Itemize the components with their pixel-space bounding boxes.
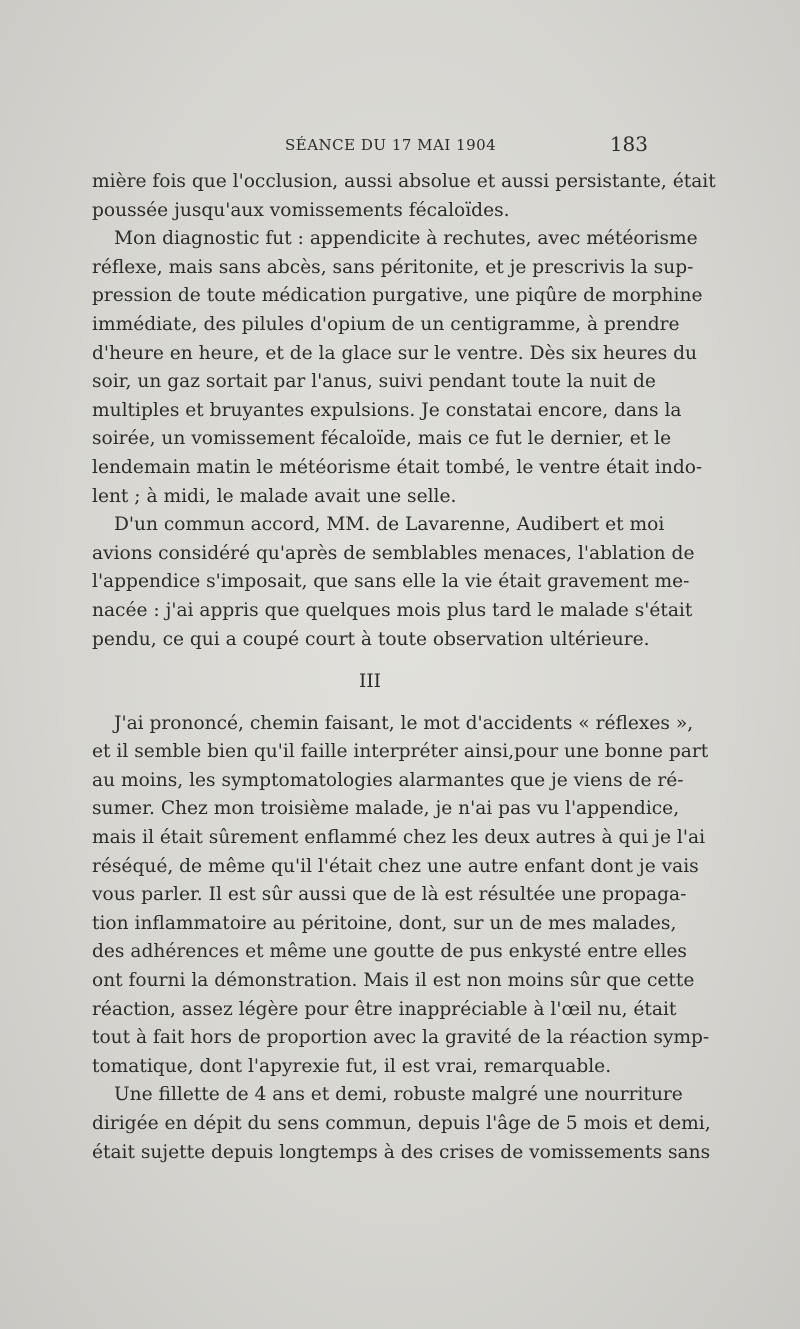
text-line: multiples et bruyantes expulsions. Je constatai encore, dans la (92, 399, 682, 421)
text-line: sumer. Chez mon troisième malade, je n'ai pas vu l'appendice, (92, 798, 680, 820)
page-number: 183 (609, 132, 648, 156)
text-line: nacée : j'ai appris que quelques mois plus tard le malade s'était (92, 599, 693, 621)
text-line: tout à fait hors de proportion avec la gravité de la réaction symp- (92, 1027, 710, 1049)
text-line: pression de toute médication purgative, une piqûre de morphine (92, 285, 703, 307)
text-line: réflexe, mais sans abcès, sans péritonite, et je prescrivis la sup- (92, 256, 694, 278)
text-line: soirée, un vomissement fécaloïde, mais ce fut le dernier, et le (92, 428, 672, 450)
text-line: avions considéré qu'après de semblables menaces, l'ablation de (92, 542, 695, 564)
body-text (92, 168, 716, 1167)
text-line: Mon diagnostic fut : appendicite à rechutes, avec météorisme (114, 228, 698, 250)
text-line: réséqué, de même qu'il l'était chez une autre enfant dont je vais (92, 855, 699, 877)
text-line: mière fois que l'occlusion, aussi absolue et aussi persistante, était (92, 171, 716, 192)
text-line: tion inflammatoire au péritoine, dont, sur un de mes malades, (92, 912, 677, 934)
text-line: lendemain matin le météorisme était tombé, le ventre était indo- (92, 456, 703, 478)
text-line: était sujette depuis longtemps à des crises de vomissements sans (92, 1141, 711, 1163)
text-line: Une fillette de 4 ans et demi, robuste malgré une nourriture (114, 1084, 683, 1106)
text-line: réaction, assez légère pour être inappréciable à l'œil nu, était (92, 998, 677, 1020)
text-line: lent ; à midi, le malade avait une selle. (92, 485, 457, 507)
running-title: SÉANCE DU 17 MAI 1904 (285, 136, 497, 154)
text-line: l'appendice s'imposait, que sans elle la vie était gravement me- (92, 571, 690, 593)
text-line: ont fourni la démonstration. Mais il est non moins sûr que cette (92, 970, 695, 992)
text-line: d'heure en heure, et de la glace sur le ventre. Dès six heures du (92, 342, 698, 364)
text-line: vous parler. Il est sûr aussi que de là est résultée une propaga- (92, 884, 687, 906)
text-line: et il semble bien qu'il faille interpréter ainsi,pour une bonne part (92, 741, 709, 763)
text-line: D'un commun accord, MM. de Lavarenne, Audibert et moi (114, 514, 665, 536)
page-header (92, 132, 648, 162)
text-line: dirigée en dépit du sens commun, depuis l'âge de 5 mois et demi, (92, 1113, 711, 1134)
text-line: soir, un gaz sortait par l'anus, suivi pendant toute la nuit de (92, 371, 656, 393)
section-heading: III (358, 671, 382, 693)
text-line: immédiate, des pilules d'opium de un centigramme, à prendre (92, 313, 680, 335)
text-line: pendu, ce qui a coupé court à toute observation ultérieure. (92, 628, 650, 650)
text-line: mais il était sûrement enflammé chez les deux autres à qui je l'ai (92, 827, 706, 849)
text-line: J'ai prononcé, chemin faisant, le mot d'accidents « réflexes », (114, 712, 694, 734)
text-line: au moins, les symptomatologies alarmantes que je viens de ré- (92, 769, 684, 791)
text-line: poussée jusqu'aux vomissements fécaloïdes. (92, 199, 510, 221)
text-line: des adhérences et même une goutte de pus enkysté entre elles (92, 941, 687, 963)
text-line: tomatique, dont l'apyrexie fut, il est vrai, remarquable. (92, 1055, 612, 1077)
